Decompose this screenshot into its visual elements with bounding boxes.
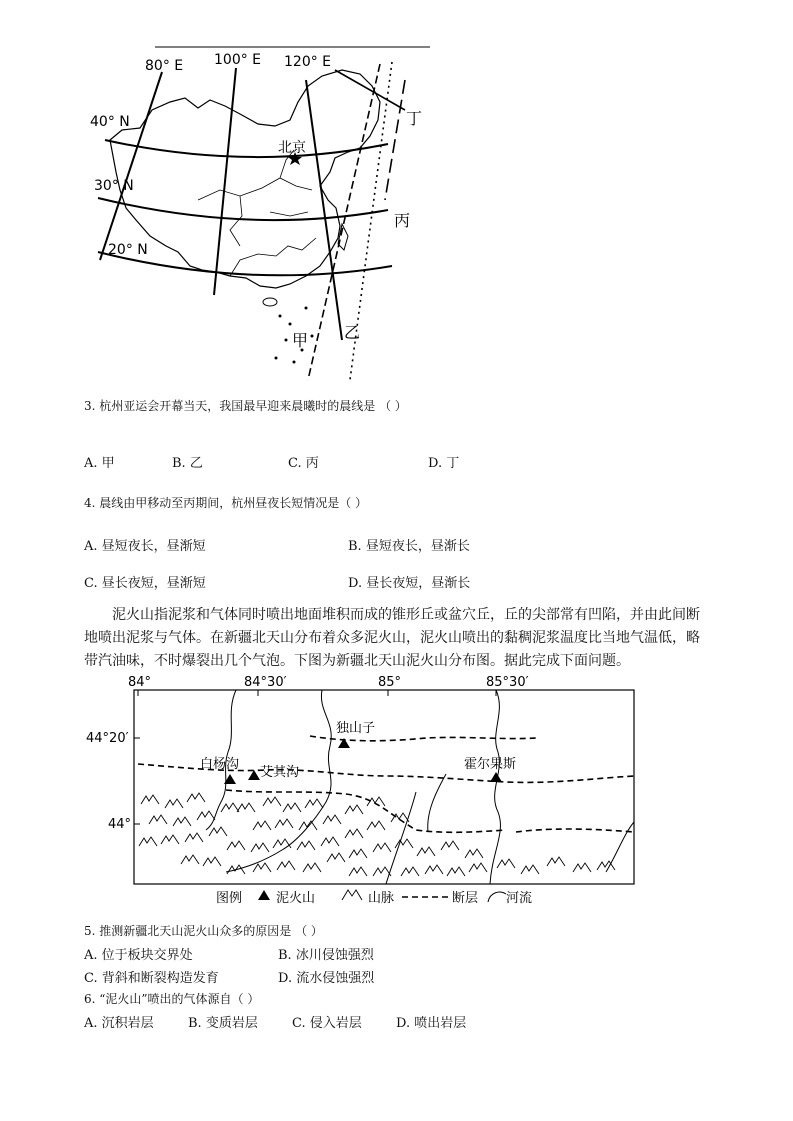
mountain-icon xyxy=(547,857,565,866)
mountain-icon xyxy=(349,849,367,858)
mountain-icon xyxy=(221,803,239,812)
q5-option-d[interactable]: D. 流水侵蚀强烈 xyxy=(278,971,375,986)
q5-option-a[interactable]: A. 位于板块交界处 xyxy=(84,948,193,963)
lat-label-44-20: 44°20′ xyxy=(86,731,129,746)
fault xyxy=(516,829,634,832)
mountain-icon xyxy=(497,859,515,868)
legend-river-icon xyxy=(488,892,506,902)
line-label-jia: 甲 xyxy=(292,331,309,350)
legend-mountain-label: 山脉 xyxy=(368,891,395,906)
lat-label-40: 40° N xyxy=(90,114,130,130)
mountain-icon xyxy=(573,863,591,872)
mountain-icon xyxy=(251,843,269,852)
mountain-icon xyxy=(277,861,295,870)
q4-option-a[interactable]: A. 昼短夜长，昼渐短 xyxy=(84,539,206,554)
mountain-icon xyxy=(305,799,323,808)
mountain-icon xyxy=(173,817,191,826)
mountain-icon xyxy=(203,857,221,866)
river xyxy=(428,774,446,832)
legend-title: 图例 xyxy=(216,891,243,906)
q4-option-c[interactable]: C. 昼长夜短，昼渐短 xyxy=(84,576,206,591)
mountain-icon xyxy=(263,797,281,806)
lat-label-44: 44° xyxy=(108,817,132,832)
mountain-icon xyxy=(345,829,363,838)
mountain-icon xyxy=(197,811,215,820)
mountain-icon xyxy=(327,853,345,862)
mountain-icon xyxy=(303,863,321,872)
lon-label-85-30: 85°30′ xyxy=(486,675,529,690)
mountain-icon xyxy=(373,867,391,876)
mountain-icon xyxy=(227,865,245,874)
q3-option-c[interactable]: C. 丙 xyxy=(288,456,319,471)
china-outline xyxy=(110,70,380,288)
place-dushanzi: 独山子 xyxy=(336,721,376,736)
mountain-icon xyxy=(149,815,167,824)
lon-label-85: 85° xyxy=(378,675,402,690)
mountain-icon xyxy=(441,841,459,850)
line-label-ding: 丁 xyxy=(406,109,423,128)
mountain-icon xyxy=(465,849,483,858)
q5-option-b[interactable]: B. 冰川侵蚀强烈 xyxy=(278,948,374,963)
mountain-icon xyxy=(253,821,271,830)
q3-option-b[interactable]: B. 乙 xyxy=(172,456,203,471)
mountain-icon xyxy=(273,839,291,848)
q3-option-a[interactable]: A. 甲 xyxy=(84,456,115,471)
legend-river-label: 河流 xyxy=(506,891,533,906)
q3-option-d[interactable]: D. 丁 xyxy=(428,456,460,471)
mountain-icon xyxy=(253,863,271,872)
mountain-icon xyxy=(181,855,199,864)
lon-label-120: 120° E xyxy=(284,54,332,70)
legend-mud-volcano-icon xyxy=(258,890,270,900)
mud-volcano-map xyxy=(86,672,646,912)
legend-mountain-icon xyxy=(342,890,362,900)
place-huoerguosi: 霍尔果斯 xyxy=(464,757,517,772)
mountain-icon xyxy=(521,865,539,874)
terminator-map xyxy=(80,40,440,385)
place-baiyanggou: 白杨沟 xyxy=(200,757,240,772)
q5-stem: 5. 推测新疆北天山泥火山众多的原因是 （ ） xyxy=(84,924,323,938)
mountain-icon xyxy=(323,815,341,824)
river xyxy=(606,822,634,872)
legend-fault-label: 断层 xyxy=(452,891,479,906)
q6-option-b[interactable]: B. 变质岩层 xyxy=(188,1016,258,1031)
mountain-icon xyxy=(321,837,339,846)
mountain-icon xyxy=(297,841,315,850)
mountain-icon xyxy=(141,795,159,804)
lon-label-100: 100° E xyxy=(214,52,262,68)
place-aiqigou: 艾其沟 xyxy=(260,765,300,780)
mountain-icon xyxy=(227,841,245,850)
mountain-icon xyxy=(425,865,443,874)
mud-volcano-icon xyxy=(248,770,260,780)
lon-label-84: 84° xyxy=(128,675,152,690)
mountain-icon xyxy=(469,863,487,872)
mountain-icon xyxy=(283,803,301,812)
mountain-icon xyxy=(447,867,465,876)
mountain-icon xyxy=(139,837,157,846)
mountain-icon xyxy=(187,793,205,802)
mountain-icon xyxy=(597,861,615,870)
q6-option-d[interactable]: D. 喷出岩层 xyxy=(396,1016,467,1031)
river xyxy=(490,690,500,884)
q3-stem: 3. 杭州亚运会开幕当天，我国最早迎来晨曦时的晨线是 （ ） xyxy=(84,399,407,413)
mountain-icon xyxy=(395,839,413,848)
mountain-icon xyxy=(345,805,363,814)
q5-option-c[interactable]: C. 背斜和断裂构造发育 xyxy=(84,971,219,986)
q4-option-d[interactable]: D. 昼长夜短，昼渐长 xyxy=(348,576,471,591)
passage-text: 泥火山指泥浆和气体同时喷出地面堆积而成的锥形丘或盆穴丘，丘的尖部常有凹陷，并由此间断地喷出泥浆与气体。在新疆北天山分布着众多泥火山，泥火山喷出的黏稠泥浆温度比当地气温低，略带汽油味，不时爆裂出几个气泡。下图为新疆北天山泥火山分布图。据此完成下面问题。 xyxy=(84,607,700,669)
mountain-icon xyxy=(161,835,179,844)
q4-option-b[interactable]: B. 昼短夜长，昼渐长 xyxy=(348,539,470,554)
lat-label-30: 30° N xyxy=(94,178,134,194)
line-label-yi: 乙 xyxy=(344,323,361,342)
line-label-bing: 丙 xyxy=(394,211,411,230)
legend-mud-volcano-label: 泥火山 xyxy=(276,891,316,906)
river xyxy=(386,792,416,884)
mountain-icon xyxy=(373,843,391,852)
q6-stem: 6. “泥火山”喷出的气体源自（ ） xyxy=(84,992,260,1006)
mountain-icon xyxy=(401,867,419,876)
mountain-icon xyxy=(237,803,255,812)
mountain-icon xyxy=(185,833,203,842)
mountain-icon xyxy=(165,799,183,808)
q6-option-c[interactable]: C. 侵入岩层 xyxy=(292,1016,362,1031)
lon-label-80: 80° E xyxy=(145,58,184,74)
mountain-icon xyxy=(417,847,435,856)
lat-label-20: 20° N xyxy=(108,242,148,258)
q4-stem: 4. 晨线由甲移动至丙期间，杭州昼夜长短情况是（ ） xyxy=(84,496,368,510)
mud-volcano-icon xyxy=(490,772,502,782)
mountain-icon xyxy=(349,867,367,876)
city-label-beijing: 北京 xyxy=(278,140,306,156)
mountain-icon xyxy=(209,827,227,836)
mountain-icon xyxy=(299,821,317,830)
mountain-icon xyxy=(275,819,293,828)
lon-label-84-30: 84°30′ xyxy=(244,675,287,690)
mountain-icon xyxy=(367,821,385,830)
q6-option-a[interactable]: A. 沉积岩层 xyxy=(84,1016,154,1031)
